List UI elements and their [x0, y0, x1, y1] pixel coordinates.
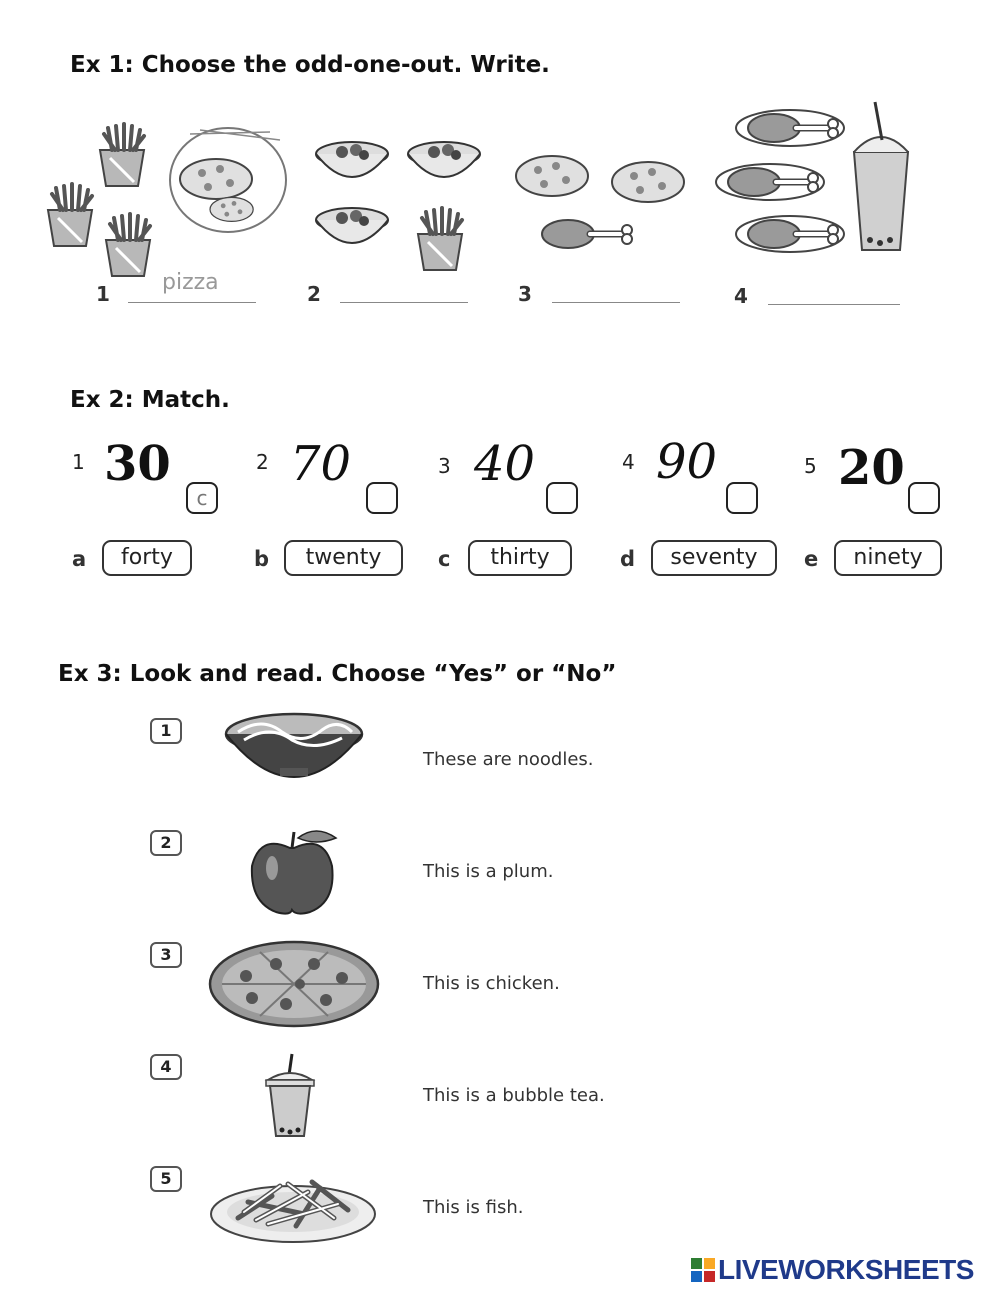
ex2-word-box: seventy — [651, 540, 777, 576]
ex2-number-label: 3 — [438, 454, 451, 478]
ex3-question-number: 1 — [150, 718, 182, 744]
ex1-answer-text: pizza — [162, 270, 219, 295]
ex1-answer-field[interactable] — [128, 270, 256, 303]
ex2-answer-box[interactable]: c — [186, 482, 218, 514]
ex2-number-label: 4 — [622, 450, 635, 474]
ex2-answer-box[interactable] — [366, 482, 398, 514]
ex2-number-value: 20 — [838, 440, 905, 496]
ex2-number-label: 5 — [804, 454, 817, 478]
fries-plate-icon — [208, 1166, 378, 1246]
ex2-heading: Ex 2: Match. — [70, 387, 230, 413]
ex1-item-number: 4 — [734, 284, 748, 308]
ex2-answer-box[interactable] — [726, 482, 758, 514]
ex2-word-letter: e — [804, 547, 819, 571]
ex2-word-box: forty — [102, 540, 192, 576]
ex2-number-value: 70 — [290, 436, 352, 492]
liveworksheets-logo — [690, 1252, 974, 1288]
ex3-sentence: This is chicken. — [423, 973, 560, 994]
ex1-pictures — [40, 100, 940, 285]
ex2-answer-box[interactable] — [908, 482, 940, 514]
ex1-answer-field[interactable] — [768, 276, 900, 305]
ex3-sentence: These are noodles. — [423, 749, 594, 770]
ex3-heading: Ex 3: Look and read. Choose “Yes” or “No” — [58, 661, 617, 687]
ex3-question-number: 5 — [150, 1166, 182, 1192]
pizza-icon — [206, 938, 382, 1028]
ex3-sentence: This is a bubble tea. — [423, 1085, 605, 1106]
ex2-word-box: thirty — [468, 540, 572, 576]
logo-text: LIVEWORKSHEETS — [718, 1254, 974, 1285]
ex1-answer-field[interactable] — [552, 274, 680, 303]
ex2-number-value: 40 — [474, 436, 536, 492]
ex2-word-letter: b — [254, 547, 270, 571]
ex1-heading: Ex 1: Choose the odd-one-out. Write. — [70, 52, 550, 78]
ex2-word-letter: d — [620, 547, 636, 571]
ex2-number-label: 1 — [72, 450, 85, 474]
logo-mark-icon — [690, 1257, 716, 1283]
ex3-question-number: 4 — [150, 1054, 182, 1080]
ex3-sentence: This is a plum. — [423, 861, 554, 882]
bubble-tea-icon — [264, 1052, 316, 1140]
ex1-answer-field[interactable] — [340, 274, 468, 303]
ex2-word-box: ninety — [834, 540, 942, 576]
ex2-word-box: twenty — [284, 540, 403, 576]
ex3-question-number: 2 — [150, 830, 182, 856]
ex2-number-value: 30 — [104, 436, 171, 492]
ex1-item-number: 2 — [307, 282, 321, 306]
ex1-item-number: 3 — [518, 282, 532, 306]
noodle-bowl-icon — [222, 710, 366, 778]
ex2-word-letter: c — [438, 547, 451, 571]
ex1-item-number: 1 — [96, 282, 110, 306]
ex2-number-label: 2 — [256, 450, 269, 474]
ex3-question-number: 3 — [150, 942, 182, 968]
ex2-answer-box[interactable] — [546, 482, 578, 514]
ex2-number-value: 90 — [656, 434, 718, 490]
apple-icon — [246, 826, 342, 918]
ex2-word-letter: a — [72, 547, 87, 571]
ex3-sentence: This is fish. — [423, 1197, 524, 1218]
